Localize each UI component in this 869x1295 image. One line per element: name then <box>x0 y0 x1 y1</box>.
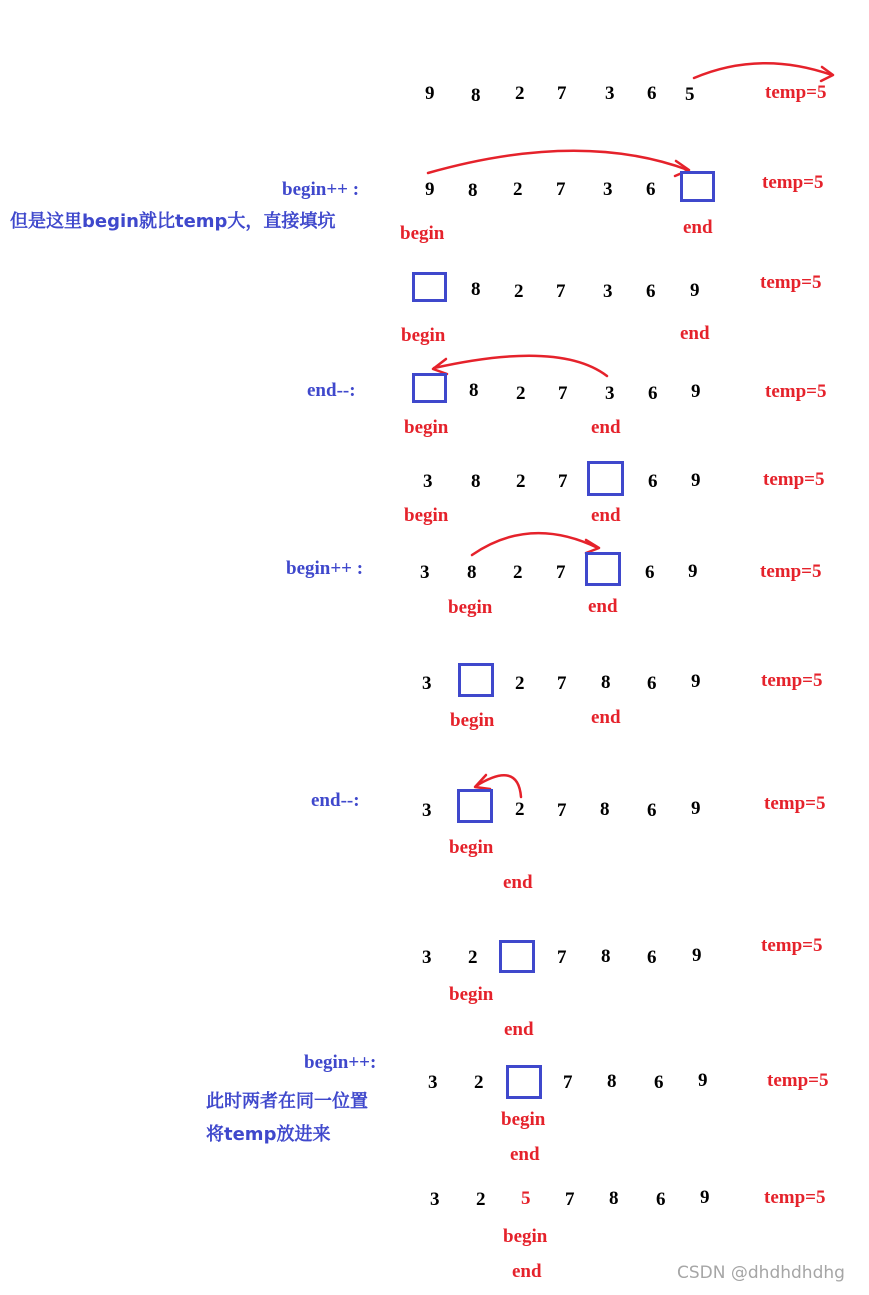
cell-value: 7 <box>557 947 567 968</box>
arrow-to-temp <box>694 63 833 81</box>
cell-value: 6 <box>647 673 657 694</box>
cell-value: 6 <box>647 800 657 821</box>
step-label-begin-inc: begin++: <box>304 1052 377 1073</box>
temp-label: temp=5 <box>760 561 822 582</box>
cell-value: 2 <box>513 562 523 583</box>
note-put-temp: 将temp放进来 <box>206 1124 331 1145</box>
temp-label: temp=5 <box>765 381 827 402</box>
cell-value: 8 <box>471 471 481 492</box>
end-label: end <box>504 1019 534 1040</box>
hole-box <box>457 789 493 823</box>
hole-box <box>499 940 535 973</box>
begin-label: begin <box>449 837 494 858</box>
begin-label: begin <box>503 1226 548 1247</box>
temp-label: temp=5 <box>767 1070 829 1091</box>
cell-value: 6 <box>646 281 656 302</box>
cell-value: 3 <box>605 383 615 404</box>
cell-value: 3 <box>428 1072 438 1093</box>
begin-label: begin <box>400 223 445 244</box>
cell-value: 7 <box>556 281 566 302</box>
begin-label: begin <box>449 984 494 1005</box>
hole-box <box>412 272 447 302</box>
cell-value: 8 <box>601 672 611 693</box>
cell-value: 2 <box>468 947 478 968</box>
cell-value: 6 <box>647 83 657 104</box>
cell-value: 7 <box>558 383 568 404</box>
cell-value: 3 <box>423 471 433 492</box>
cell-value: 9 <box>698 1070 708 1091</box>
cell-value: 3 <box>603 281 613 302</box>
cell-value: 3 <box>605 83 615 104</box>
cell-value: 8 <box>467 562 477 583</box>
hole-box <box>585 552 621 586</box>
cell-value: 2 <box>476 1189 486 1210</box>
cell-value: 2 <box>515 673 525 694</box>
cell-value: 8 <box>469 380 479 401</box>
cell-value: 2 <box>513 179 523 200</box>
step-label-end-dec: end--: <box>311 790 360 811</box>
filled-temp-value: 5 <box>521 1188 531 1209</box>
cell-value: 9 <box>688 561 698 582</box>
hole-box <box>680 171 715 202</box>
cell-value: 2 <box>474 1072 484 1093</box>
cell-value: 9 <box>691 470 701 491</box>
begin-label: begin <box>448 597 493 618</box>
cell-value: 8 <box>601 946 611 967</box>
cell-value: 8 <box>607 1071 617 1092</box>
end-label: end <box>591 505 621 526</box>
cell-value: 6 <box>648 471 658 492</box>
temp-label: temp=5 <box>762 172 824 193</box>
cell-value: 7 <box>565 1189 575 1210</box>
step-label-end-dec: end--: <box>307 380 356 401</box>
temp-label: temp=5 <box>760 272 822 293</box>
cell-value: 3 <box>422 673 432 694</box>
cell-value: 5 <box>685 84 695 105</box>
note-fill-hole: 但是这里begin就比temp大，直接填坑 <box>10 211 336 232</box>
cell-value: 8 <box>471 279 481 300</box>
begin-label: begin <box>501 1109 546 1130</box>
cell-value: 6 <box>648 383 658 404</box>
cell-value: 8 <box>600 799 610 820</box>
cell-value: 2 <box>516 471 526 492</box>
cell-value: 9 <box>690 280 700 301</box>
cell-value: 2 <box>516 383 526 404</box>
cell-value: 9 <box>691 381 701 402</box>
temp-label: temp=5 <box>764 1187 826 1208</box>
step-label-begin-inc: begin++ : <box>282 179 360 200</box>
cell-value: 9 <box>425 179 435 200</box>
cell-value: 2 <box>515 799 525 820</box>
cell-value: 7 <box>558 471 568 492</box>
end-label: end <box>588 596 618 617</box>
end-label: end <box>503 872 533 893</box>
end-label: end <box>510 1144 540 1165</box>
arrow-end-to-begin-1 <box>433 356 607 376</box>
hole-box <box>458 663 494 697</box>
cell-value: 9 <box>692 945 702 966</box>
cell-value: 7 <box>556 562 566 583</box>
cell-value: 6 <box>647 947 657 968</box>
begin-label: begin <box>404 417 449 438</box>
temp-label: temp=5 <box>764 793 826 814</box>
end-label: end <box>680 323 710 344</box>
end-label: end <box>683 217 713 238</box>
cell-value: 3 <box>422 800 432 821</box>
cell-value: 7 <box>557 83 567 104</box>
cell-value: 7 <box>556 179 566 200</box>
cell-value: 3 <box>422 947 432 968</box>
begin-label: begin <box>401 325 446 346</box>
cell-value: 3 <box>420 562 430 583</box>
cell-value: 2 <box>515 83 525 104</box>
begin-label: begin <box>450 710 495 731</box>
temp-label: temp=5 <box>763 469 825 490</box>
cell-value: 3 <box>430 1189 440 1210</box>
watermark: CSDN @dhdhdhdhg <box>677 1263 845 1283</box>
cell-value: 8 <box>609 1188 619 1209</box>
cell-value: 9 <box>425 83 435 104</box>
cell-value: 8 <box>471 85 481 106</box>
arrow-begin-to-end-1 <box>428 151 689 176</box>
cell-value: 9 <box>700 1187 710 1208</box>
temp-label: temp=5 <box>765 82 827 103</box>
step-label-begin-inc: begin++ : <box>286 558 364 579</box>
cell-value: 6 <box>654 1072 664 1093</box>
note-same-position: 此时两者在同一位置 <box>206 1091 368 1112</box>
hole-box <box>506 1065 542 1099</box>
temp-label: temp=5 <box>761 935 823 956</box>
cell-value: 3 <box>603 179 613 200</box>
hole-box <box>587 461 624 496</box>
cell-value: 6 <box>646 179 656 200</box>
arrow-begin-to-end-2 <box>472 533 599 555</box>
begin-label: begin <box>404 505 449 526</box>
cell-value: 8 <box>468 180 478 201</box>
end-label: end <box>512 1261 542 1282</box>
cell-value: 7 <box>557 673 567 694</box>
cell-value: 9 <box>691 671 701 692</box>
cell-value: 7 <box>563 1072 573 1093</box>
temp-label: temp=5 <box>761 670 823 691</box>
cell-value: 2 <box>514 281 524 302</box>
end-label: end <box>591 707 621 728</box>
cell-value: 7 <box>557 800 567 821</box>
cell-value: 6 <box>645 562 655 583</box>
cell-value: 9 <box>691 798 701 819</box>
cell-value: 6 <box>656 1189 666 1210</box>
end-label: end <box>591 417 621 438</box>
hole-box <box>412 373 447 403</box>
